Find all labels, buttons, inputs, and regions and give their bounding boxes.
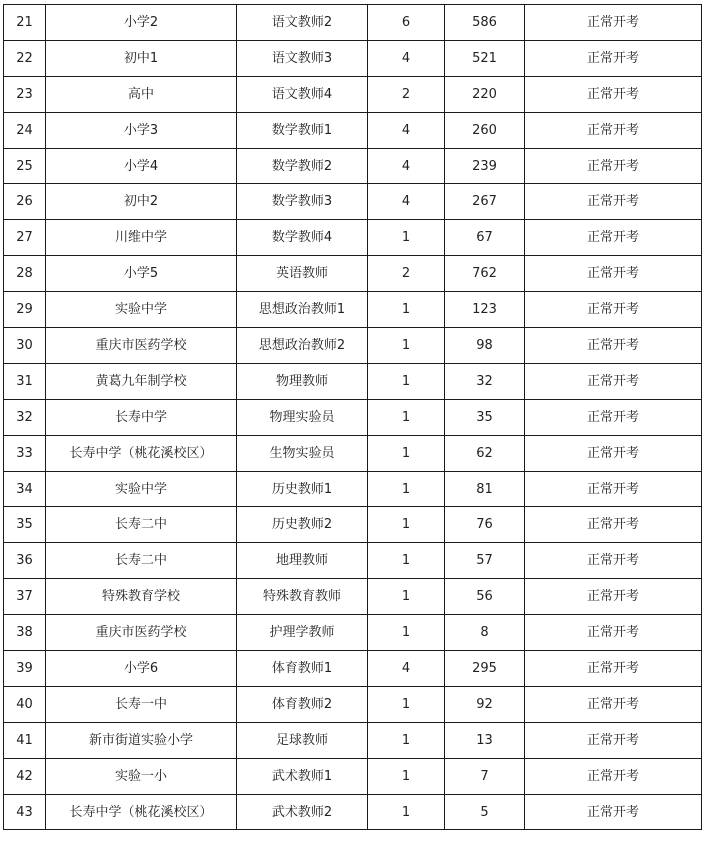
cell-exam-status: 正常开考 [525, 399, 702, 435]
cell-employer-unit: 长寿中学（桃花溪校区） [46, 794, 237, 830]
cell-employer-unit: 小学2 [46, 5, 237, 41]
cell-employer-unit: 长寿一中 [46, 686, 237, 722]
cell-position: 历史教师1 [237, 471, 368, 507]
cell-hiring-quota: 1 [368, 471, 445, 507]
cell-applicant-count: 239 [445, 148, 525, 184]
cell-serial-number: 41 [4, 722, 46, 758]
cell-hiring-quota: 1 [368, 399, 445, 435]
table-row [4, 794, 702, 830]
cell-hiring-quota: 4 [368, 651, 445, 687]
table-row [4, 722, 702, 758]
cell-applicant-count: 76 [445, 507, 525, 543]
cell-applicant-count: 35 [445, 399, 525, 435]
cell-serial-number: 43 [4, 794, 46, 830]
cell-applicant-count: 81 [445, 471, 525, 507]
cell-position: 语文教师4 [237, 76, 368, 112]
cell-employer-unit: 初中2 [46, 184, 237, 220]
cell-applicant-count: 92 [445, 686, 525, 722]
cell-employer-unit: 高中 [46, 76, 237, 112]
cell-hiring-quota: 1 [368, 292, 445, 328]
table-row [4, 184, 702, 220]
cell-serial-number: 36 [4, 543, 46, 579]
cell-employer-unit: 小学3 [46, 112, 237, 148]
cell-position: 数学教师3 [237, 184, 368, 220]
cell-position: 历史教师2 [237, 507, 368, 543]
cell-serial-number: 28 [4, 256, 46, 292]
cell-hiring-quota: 4 [368, 40, 445, 76]
cell-exam-status: 正常开考 [525, 471, 702, 507]
table-row [4, 435, 702, 471]
cell-hiring-quota: 1 [368, 758, 445, 794]
cell-hiring-quota: 2 [368, 256, 445, 292]
cell-serial-number: 29 [4, 292, 46, 328]
cell-exam-status: 正常开考 [525, 579, 702, 615]
cell-exam-status: 正常开考 [525, 722, 702, 758]
cell-exam-status: 正常开考 [525, 507, 702, 543]
cell-hiring-quota: 1 [368, 220, 445, 256]
cell-serial-number: 24 [4, 112, 46, 148]
cell-serial-number: 32 [4, 399, 46, 435]
cell-employer-unit: 川维中学 [46, 220, 237, 256]
cell-applicant-count: 62 [445, 435, 525, 471]
cell-employer-unit: 小学5 [46, 256, 237, 292]
table-row [4, 148, 702, 184]
cell-hiring-quota: 1 [368, 363, 445, 399]
cell-serial-number: 33 [4, 435, 46, 471]
cell-applicant-count: 267 [445, 184, 525, 220]
table-row [4, 651, 702, 687]
cell-exam-status: 正常开考 [525, 686, 702, 722]
cell-employer-unit: 长寿中学（桃花溪校区） [46, 435, 237, 471]
cell-hiring-quota: 4 [368, 184, 445, 220]
table-row [4, 579, 702, 615]
cell-exam-status: 正常开考 [525, 794, 702, 830]
cell-serial-number: 31 [4, 363, 46, 399]
cell-employer-unit: 重庆市医药学校 [46, 615, 237, 651]
cell-exam-status: 正常开考 [525, 76, 702, 112]
cell-position: 特殊教育教师 [237, 579, 368, 615]
table-row [4, 112, 702, 148]
table-row [4, 543, 702, 579]
cell-applicant-count: 220 [445, 76, 525, 112]
table-row [4, 615, 702, 651]
cell-employer-unit: 实验一小 [46, 758, 237, 794]
cell-exam-status: 正常开考 [525, 184, 702, 220]
cell-serial-number: 39 [4, 651, 46, 687]
cell-position: 足球教师 [237, 722, 368, 758]
cell-employer-unit: 初中1 [46, 40, 237, 76]
table-row [4, 76, 702, 112]
cell-applicant-count: 5 [445, 794, 525, 830]
cell-position: 数学教师2 [237, 148, 368, 184]
cell-position: 武术教师2 [237, 794, 368, 830]
cell-exam-status: 正常开考 [525, 435, 702, 471]
cell-exam-status: 正常开考 [525, 112, 702, 148]
table-row [4, 471, 702, 507]
cell-applicant-count: 32 [445, 363, 525, 399]
cell-position: 护理学教师 [237, 615, 368, 651]
cell-hiring-quota: 1 [368, 579, 445, 615]
cell-exam-status: 正常开考 [525, 220, 702, 256]
cell-serial-number: 37 [4, 579, 46, 615]
cell-hiring-quota: 1 [368, 507, 445, 543]
cell-applicant-count: 98 [445, 328, 525, 364]
cell-position: 体育教师2 [237, 686, 368, 722]
cell-hiring-quota: 1 [368, 328, 445, 364]
cell-serial-number: 38 [4, 615, 46, 651]
cell-hiring-quota: 1 [368, 686, 445, 722]
cell-applicant-count: 67 [445, 220, 525, 256]
cell-employer-unit: 小学6 [46, 651, 237, 687]
cell-hiring-quota: 1 [368, 722, 445, 758]
cell-position: 物理实验员 [237, 399, 368, 435]
cell-employer-unit: 长寿二中 [46, 543, 237, 579]
cell-employer-unit: 新市街道实验小学 [46, 722, 237, 758]
cell-employer-unit: 实验中学 [46, 292, 237, 328]
cell-serial-number: 21 [4, 5, 46, 41]
cell-employer-unit: 小学4 [46, 148, 237, 184]
table-row [4, 256, 702, 292]
cell-employer-unit: 实验中学 [46, 471, 237, 507]
cell-serial-number: 42 [4, 758, 46, 794]
cell-position: 物理教师 [237, 363, 368, 399]
cell-applicant-count: 57 [445, 543, 525, 579]
cell-exam-status: 正常开考 [525, 363, 702, 399]
cell-exam-status: 正常开考 [525, 543, 702, 579]
cell-serial-number: 22 [4, 40, 46, 76]
table-row [4, 686, 702, 722]
cell-hiring-quota: 4 [368, 148, 445, 184]
cell-applicant-count: 13 [445, 722, 525, 758]
cell-applicant-count: 762 [445, 256, 525, 292]
cell-applicant-count: 123 [445, 292, 525, 328]
table-row [4, 363, 702, 399]
cell-exam-status: 正常开考 [525, 292, 702, 328]
cell-position: 体育教师1 [237, 651, 368, 687]
cell-position: 英语教师 [237, 256, 368, 292]
cell-exam-status: 正常开考 [525, 148, 702, 184]
cell-hiring-quota: 6 [368, 5, 445, 41]
cell-employer-unit: 特殊教育学校 [46, 579, 237, 615]
cell-serial-number: 40 [4, 686, 46, 722]
table-row [4, 40, 702, 76]
cell-serial-number: 26 [4, 184, 46, 220]
cell-position: 数学教师4 [237, 220, 368, 256]
cell-exam-status: 正常开考 [525, 758, 702, 794]
cell-applicant-count: 8 [445, 615, 525, 651]
table-row [4, 328, 702, 364]
cell-position: 思想政治教师2 [237, 328, 368, 364]
cell-exam-status: 正常开考 [525, 5, 702, 41]
cell-serial-number: 23 [4, 76, 46, 112]
cell-applicant-count: 7 [445, 758, 525, 794]
cell-hiring-quota: 1 [368, 435, 445, 471]
cell-hiring-quota: 2 [368, 76, 445, 112]
cell-exam-status: 正常开考 [525, 40, 702, 76]
cell-applicant-count: 295 [445, 651, 525, 687]
table-row [4, 758, 702, 794]
table-row [4, 507, 702, 543]
cell-applicant-count: 586 [445, 5, 525, 41]
cell-position: 思想政治教师1 [237, 292, 368, 328]
recruitment-table [3, 4, 702, 830]
table-row [4, 292, 702, 328]
cell-applicant-count: 521 [445, 40, 525, 76]
cell-applicant-count: 260 [445, 112, 525, 148]
cell-serial-number: 25 [4, 148, 46, 184]
cell-serial-number: 30 [4, 328, 46, 364]
cell-employer-unit: 长寿中学 [46, 399, 237, 435]
table-row [4, 399, 702, 435]
cell-exam-status: 正常开考 [525, 615, 702, 651]
cell-hiring-quota: 1 [368, 615, 445, 651]
cell-serial-number: 27 [4, 220, 46, 256]
cell-hiring-quota: 1 [368, 543, 445, 579]
cell-employer-unit: 重庆市医药学校 [46, 328, 237, 364]
cell-position: 语文教师2 [237, 5, 368, 41]
cell-hiring-quota: 1 [368, 794, 445, 830]
cell-hiring-quota: 4 [368, 112, 445, 148]
cell-position: 武术教师1 [237, 758, 368, 794]
table-row [4, 220, 702, 256]
cell-serial-number: 35 [4, 507, 46, 543]
cell-position: 地理教师 [237, 543, 368, 579]
cell-serial-number: 34 [4, 471, 46, 507]
table-row [4, 5, 702, 41]
cell-employer-unit: 长寿二中 [46, 507, 237, 543]
table-body [4, 5, 702, 830]
cell-position: 数学教师1 [237, 112, 368, 148]
cell-position: 语文教师3 [237, 40, 368, 76]
cell-exam-status: 正常开考 [525, 651, 702, 687]
cell-position: 生物实验员 [237, 435, 368, 471]
cell-exam-status: 正常开考 [525, 256, 702, 292]
cell-applicant-count: 56 [445, 579, 525, 615]
cell-exam-status: 正常开考 [525, 328, 702, 364]
cell-employer-unit: 黄葛九年制学校 [46, 363, 237, 399]
